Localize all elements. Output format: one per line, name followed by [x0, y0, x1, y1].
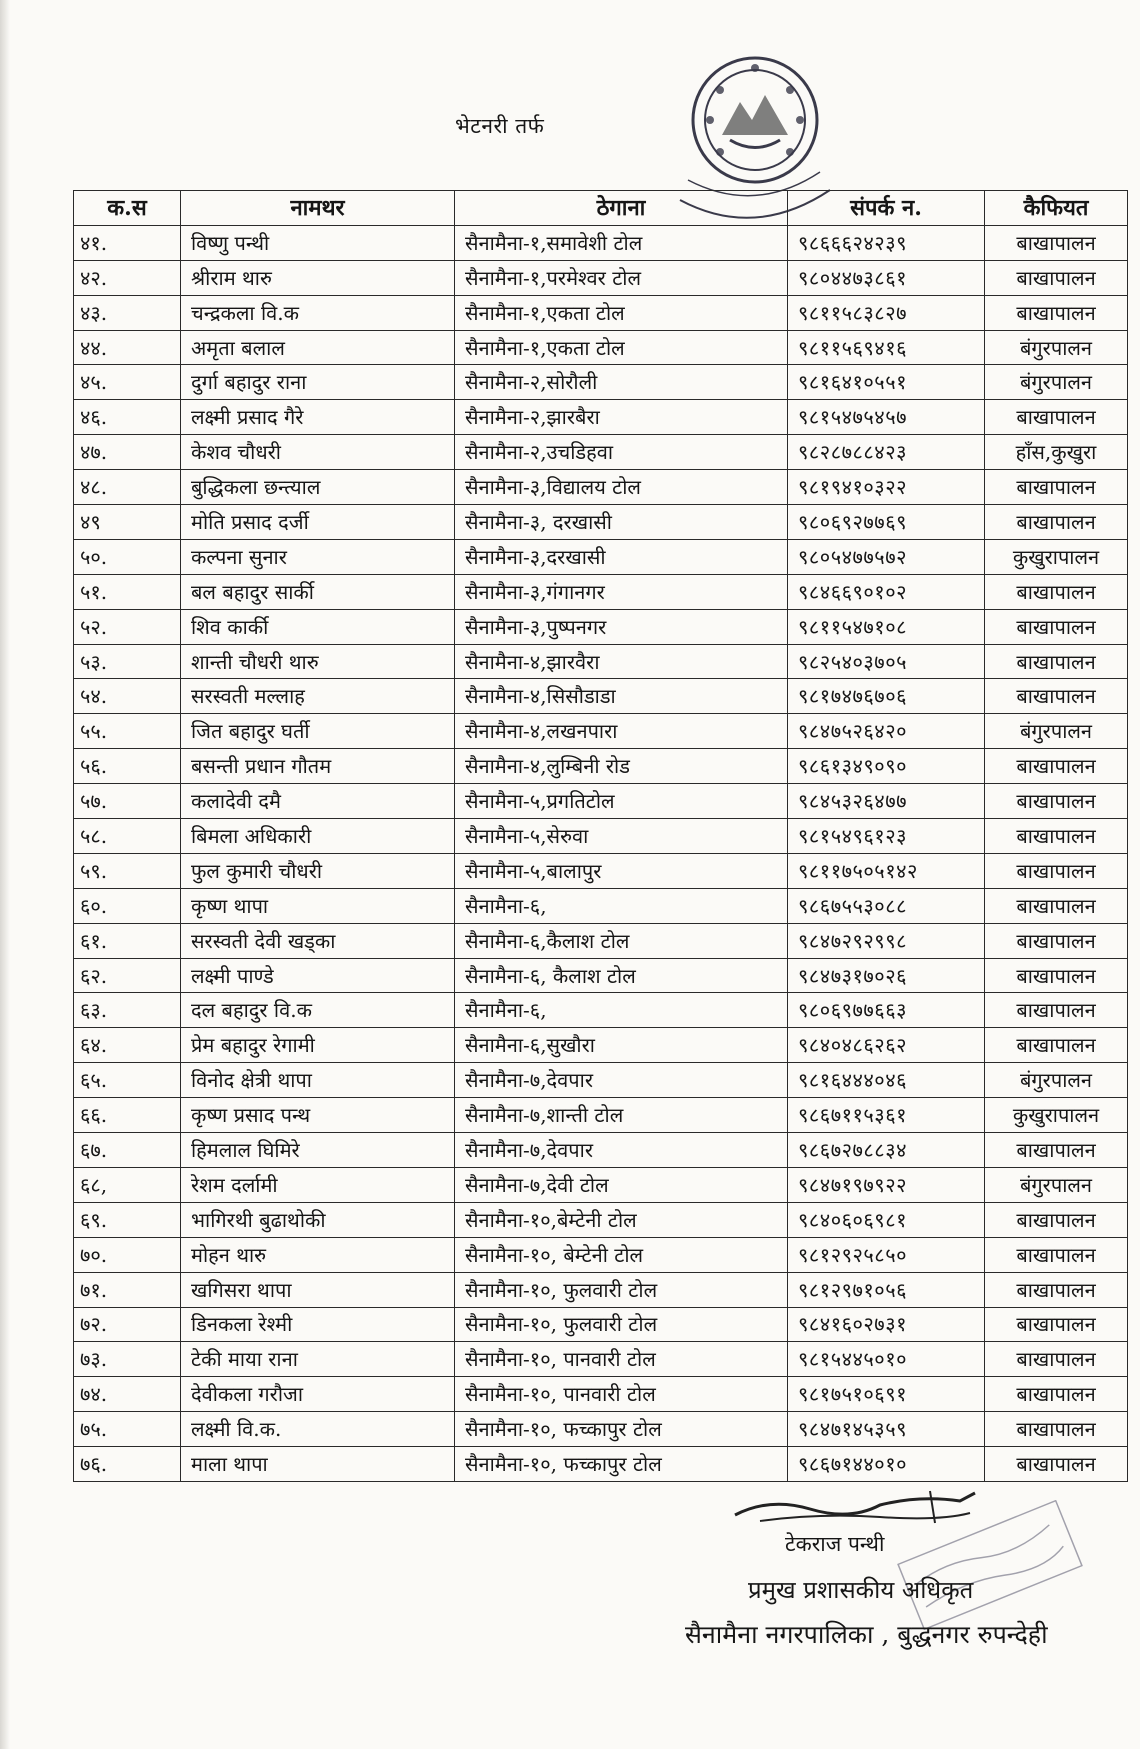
beneficiary-name-cell: बल बहादुर सार्की — [181, 574, 455, 609]
remark-cell: बंगुरपालन — [985, 1063, 1128, 1098]
contact-number-cell: ९८१७४७६७०६ — [788, 679, 985, 714]
address-cell: सैनामैना-१०, फच्कापुर टोल — [455, 1412, 788, 1447]
contact-number-cell: ९८०६९७७६६३ — [788, 993, 985, 1028]
contact-number-cell: ९८१२९२५८५० — [788, 1237, 985, 1272]
remark-cell: बाखापालन — [985, 1028, 1128, 1063]
address-cell: सैनामैना-१०,बेम्टेनी टोल — [455, 1202, 788, 1237]
beneficiary-name-cell: केशव चौधरी — [181, 435, 455, 470]
address-cell: सैनामैना-७,देवपार — [455, 1063, 788, 1098]
contact-number-cell: ९८४७३१७०२६ — [788, 958, 985, 993]
beneficiary-name-cell: बिमला अधिकारी — [181, 819, 455, 854]
remark-cell: बाखापालन — [985, 609, 1128, 644]
remark-cell: बाखापालन — [985, 400, 1128, 435]
serial-number-cell: ४३. — [74, 295, 181, 330]
beneficiary-name-cell: मोति प्रसाद दर्जी — [181, 505, 455, 540]
table-row — [74, 1272, 1128, 1307]
beneficiary-name-cell: दुर्गा बहादुर राना — [181, 365, 455, 400]
table-row — [74, 1447, 1128, 1482]
address-cell: सैनामैना-३,गंगानगर — [455, 574, 788, 609]
address-cell: सैनामैना-१,समावेशी टोल — [455, 225, 788, 260]
address-cell: सैनामैना-१०, फुलवारी टोल — [455, 1272, 788, 1307]
serial-number-cell: ५७. — [74, 784, 181, 819]
serial-number-cell: ६८, — [74, 1167, 181, 1202]
beneficiary-name-cell: चन्द्रकला वि.क — [181, 295, 455, 330]
remark-cell: बंगुरपालन — [985, 714, 1128, 749]
serial-number-cell: ५४. — [74, 679, 181, 714]
remark-cell: बाखापालन — [985, 1342, 1128, 1377]
remark-cell: बाखापालन — [985, 1447, 1128, 1482]
serial-number-cell: ४७. — [74, 435, 181, 470]
beneficiary-name-cell: माला थापा — [181, 1447, 455, 1482]
beneficiary-name-cell: विष्णु पन्थी — [181, 225, 455, 260]
remark-cell: बाखापालन — [985, 819, 1128, 854]
address-cell: सैनामैना-४,लुम्बिनी रोड — [455, 749, 788, 784]
table-row — [74, 260, 1128, 295]
serial-number-cell: ५०. — [74, 539, 181, 574]
address-cell: सैनामैना-६, — [455, 888, 788, 923]
remark-cell: बाखापालन — [985, 1133, 1128, 1168]
table-row — [74, 853, 1128, 888]
table-body — [74, 225, 1128, 1481]
beneficiary-name-cell: लक्ष्मी वि.क. — [181, 1412, 455, 1447]
table-row — [74, 609, 1128, 644]
beneficiary-name-cell: श्रीराम थारु — [181, 260, 455, 295]
remark-cell: बाखापालन — [985, 958, 1128, 993]
remark-cell: बाखापालन — [985, 295, 1128, 330]
table-row — [74, 365, 1128, 400]
beneficiary-name-cell: रेशम दर्लामी — [181, 1167, 455, 1202]
serial-number-cell: ६७. — [74, 1133, 181, 1168]
remark-cell: बाखापालन — [985, 574, 1128, 609]
beneficiary-name-cell: शिव कार्की — [181, 609, 455, 644]
contact-number-cell: ९८१६४४४०४६ — [788, 1063, 985, 1098]
page-edge-shadow — [0, 0, 10, 1749]
contact-number-cell: ९८१५४९६१२३ — [788, 819, 985, 854]
contact-number-cell: ९८१५४७५४५७ — [788, 400, 985, 435]
serial-number-cell: ५२. — [74, 609, 181, 644]
table-row — [74, 644, 1128, 679]
address-cell: सैनामैना-४,झारवैरा — [455, 644, 788, 679]
contact-number-cell: ९८१५४४५०१० — [788, 1342, 985, 1377]
address-cell: सैनामैना-३,विद्यालय टोल — [455, 470, 788, 505]
beneficiary-name-cell: टेकी माया राना — [181, 1342, 455, 1377]
remark-cell: बाखापालन — [985, 260, 1128, 295]
beneficiary-name-cell: कृष्ण थापा — [181, 888, 455, 923]
address-cell: सैनामैना-७,देवपार — [455, 1133, 788, 1168]
table-row — [74, 1377, 1128, 1412]
remark-cell: बाखापालन — [985, 1377, 1128, 1412]
table-row — [74, 1412, 1128, 1447]
remark-cell: बाखापालन — [985, 888, 1128, 923]
contact-number-cell: ९८१७५१०६९१ — [788, 1377, 985, 1412]
remark-cell: बाखापालन — [985, 1272, 1128, 1307]
table-row — [74, 1133, 1128, 1168]
remark-cell: कुखुरापालन — [985, 1098, 1128, 1133]
serial-number-cell: ७०. — [74, 1237, 181, 1272]
serial-number-cell: ५८. — [74, 819, 181, 854]
table-row — [74, 539, 1128, 574]
serial-number-cell: ६४. — [74, 1028, 181, 1063]
remark-cell: बाखापालन — [985, 1307, 1128, 1342]
contact-number-cell: ९८०४४७३८६१ — [788, 260, 985, 295]
address-cell: सैनामैना-१०, फुलवारी टोल — [455, 1307, 788, 1342]
serial-number-cell: ४४. — [74, 330, 181, 365]
contact-number-cell: ९८११५६९४१६ — [788, 330, 985, 365]
address-cell: सैनामैना-७,देवी टोल — [455, 1167, 788, 1202]
contact-number-cell: ९८४०६०६९८१ — [788, 1202, 985, 1237]
address-cell: सैनामैना-४,लखनपारा — [455, 714, 788, 749]
contact-number-cell: ९८११५८३८२७ — [788, 295, 985, 330]
remark-cell: बंगुरपालन — [985, 330, 1128, 365]
serial-number-cell: ७३. — [74, 1342, 181, 1377]
table-row — [74, 958, 1128, 993]
column-header-sn: क.स — [74, 191, 181, 226]
remark-cell: बाखापालन — [985, 923, 1128, 958]
table-row — [74, 993, 1128, 1028]
address-cell: सैनामैना-५,बालापुर — [455, 853, 788, 888]
address-cell: सैनामैना-३,दरखासी — [455, 539, 788, 574]
table-row — [74, 1237, 1128, 1272]
beneficiary-name-cell: सरस्वती देवी खड्का — [181, 923, 455, 958]
table-row — [74, 505, 1128, 540]
column-header-remarks: कैफियत — [985, 191, 1128, 226]
remark-cell: बंगुरपालन — [985, 1167, 1128, 1202]
contact-number-cell: ९८६७५५३०८८ — [788, 888, 985, 923]
serial-number-cell: ४५. — [74, 365, 181, 400]
contact-number-cell: ९८६७२७८८३४ — [788, 1133, 985, 1168]
table-row — [74, 225, 1128, 260]
serial-number-cell: ६६. — [74, 1098, 181, 1133]
beneficiary-name-cell: बुद्धिकला छन्त्याल — [181, 470, 455, 505]
beneficiary-name-cell: अमृता बलाल — [181, 330, 455, 365]
serial-number-cell: ७१. — [74, 1272, 181, 1307]
address-cell: सैनामैना-१०, पानवारी टोल — [455, 1342, 788, 1377]
remark-cell: बाखापालन — [985, 853, 1128, 888]
remark-cell: बाखापालन — [985, 1202, 1128, 1237]
contact-number-cell: ९८६१३४९०९० — [788, 749, 985, 784]
serial-number-cell: ६२. — [74, 958, 181, 993]
signatory-office: सैनामैना नगरपालिका , बुद्धनगर रुपन्देही — [685, 1620, 1048, 1649]
officer-signature-stamp — [890, 1500, 1090, 1630]
table-header-row — [74, 191, 1128, 226]
contact-number-cell: ९८४५३२६४७७ — [788, 784, 985, 819]
beneficiary-name-cell: कृष्ण प्रसाद पन्थ — [181, 1098, 455, 1133]
signatory-name: टेकराज पन्थी — [785, 1532, 885, 1556]
table-row — [74, 923, 1128, 958]
table-row — [74, 679, 1128, 714]
beneficiary-table — [73, 190, 1128, 1482]
beneficiary-name-cell: हिमलाल घिमिरे — [181, 1133, 455, 1168]
remark-cell: बाखापालन — [985, 225, 1128, 260]
beneficiary-name-cell: डिनकला रेश्मी — [181, 1307, 455, 1342]
table-row — [74, 400, 1128, 435]
contact-number-cell: ९८११७५०५१४२ — [788, 853, 985, 888]
address-cell: सैनामैना-३,पुष्पनगर — [455, 609, 788, 644]
serial-number-cell: ४१. — [74, 225, 181, 260]
column-header-contact: संपर्क न. — [788, 191, 985, 226]
remark-cell: बाखापालन — [985, 679, 1128, 714]
remark-cell: बंगुरपालन — [985, 365, 1128, 400]
contact-number-cell: ९८४१६०२७३१ — [788, 1307, 985, 1342]
remark-cell: कुखुरापालन — [985, 539, 1128, 574]
address-cell: सैनामैना-२,झारबैरा — [455, 400, 788, 435]
address-cell: सैनामैना-१,परमेश्वर टोल — [455, 260, 788, 295]
column-header-name: नामथर — [181, 191, 455, 226]
contact-number-cell: ९८१६४१०५५१ — [788, 365, 985, 400]
remark-cell: बाखापालन — [985, 644, 1128, 679]
contact-number-cell: ९८४७२९२९९८ — [788, 923, 985, 958]
contact-number-cell: ९८२५४०३७०५ — [788, 644, 985, 679]
remark-cell: बाखापालन — [985, 749, 1128, 784]
table-row — [74, 295, 1128, 330]
contact-number-cell: ९८१२९७१०५६ — [788, 1272, 985, 1307]
table-row — [74, 574, 1128, 609]
serial-number-cell: ६५. — [74, 1063, 181, 1098]
serial-number-cell: ७२. — [74, 1307, 181, 1342]
remark-cell: बाखापालन — [985, 784, 1128, 819]
table-row — [74, 819, 1128, 854]
beneficiary-name-cell: मोहन थारु — [181, 1237, 455, 1272]
table-row — [74, 1307, 1128, 1342]
beneficiary-name-cell: दल बहादुर वि.क — [181, 993, 455, 1028]
remark-cell: बाखापालन — [985, 1412, 1128, 1447]
address-cell: सैनामैना-१०, बेम्टेनी टोल — [455, 1237, 788, 1272]
serial-number-cell: ४८. — [74, 470, 181, 505]
serial-number-cell: ६०. — [74, 888, 181, 923]
section-heading: भेटनरी तर्फ — [455, 114, 545, 138]
contact-number-cell: ९८४७१९७९२२ — [788, 1167, 985, 1202]
beneficiary-name-cell: फुल कुमारी चौधरी — [181, 853, 455, 888]
beneficiary-name-cell: कल्पना सुनार — [181, 539, 455, 574]
address-cell: सैनामैना-६, कैलाश टोल — [455, 958, 788, 993]
contact-number-cell: ९८०५४७७५७२ — [788, 539, 985, 574]
address-cell: सैनामैना-६,कैलाश टोल — [455, 923, 788, 958]
serial-number-cell: ५५. — [74, 714, 181, 749]
table-row — [74, 714, 1128, 749]
address-cell: सैनामैना-१०, फच्कापुर टोल — [455, 1447, 788, 1482]
contact-number-cell: ९८६६६२४२३९ — [788, 225, 985, 260]
address-cell: सैनामैना-१,एकता टोल — [455, 295, 788, 330]
address-cell: सैनामैना-१,एकता टोल — [455, 330, 788, 365]
contact-number-cell: ९८२८७८८४२३ — [788, 435, 985, 470]
address-cell: सैनामैना-५,प्रगतिटोल — [455, 784, 788, 819]
beneficiary-name-cell: शान्ती चौधरी थारु — [181, 644, 455, 679]
address-cell: सैनामैना-२,उचडिहवा — [455, 435, 788, 470]
table-row — [74, 1028, 1128, 1063]
serial-number-cell: ५१. — [74, 574, 181, 609]
serial-number-cell: ४६. — [74, 400, 181, 435]
address-cell: सैनामैना-५,सेरुवा — [455, 819, 788, 854]
remark-cell: बाखापालन — [985, 1237, 1128, 1272]
table-row — [74, 749, 1128, 784]
contact-number-cell: ९८६७१४४०१० — [788, 1447, 985, 1482]
contact-number-cell: ९८४६६९०१०२ — [788, 574, 985, 609]
address-cell: सैनामैना-७,शान्ती टोल — [455, 1098, 788, 1133]
serial-number-cell: ६३. — [74, 993, 181, 1028]
table-row — [74, 330, 1128, 365]
remark-cell: बाखापालन — [985, 470, 1128, 505]
beneficiary-name-cell: भागिरथी बुढाथोकी — [181, 1202, 455, 1237]
serial-number-cell: ५३. — [74, 644, 181, 679]
table-row — [74, 1167, 1128, 1202]
serial-number-cell: ६९. — [74, 1202, 181, 1237]
remark-cell: हाँस,कुखुरा — [985, 435, 1128, 470]
table-row — [74, 435, 1128, 470]
contact-number-cell: ९८११५४७१०८ — [788, 609, 985, 644]
address-cell: सैनामैना-१०, पानवारी टोल — [455, 1377, 788, 1412]
contact-number-cell: ९८१९४१०३२२ — [788, 470, 985, 505]
serial-number-cell: ५६. — [74, 749, 181, 784]
serial-number-cell: ६१. — [74, 923, 181, 958]
beneficiary-name-cell: सरस्वती मल्लाह — [181, 679, 455, 714]
table-row — [74, 888, 1128, 923]
contact-number-cell: ९८४७१४५३५९ — [788, 1412, 985, 1447]
address-cell: सैनामैना-३, दरखासी — [455, 505, 788, 540]
column-header-address: ठेगाना — [455, 191, 788, 226]
address-cell: सैनामैना-४,सिसौडाडा — [455, 679, 788, 714]
contact-number-cell: ९८४०४८६२६२ — [788, 1028, 985, 1063]
serial-number-cell: ७६. — [74, 1447, 181, 1482]
serial-number-cell: ५९. — [74, 853, 181, 888]
signatory-title: प्रमुख प्रशासकीय अधिकृत — [748, 1576, 974, 1604]
table-row — [74, 1202, 1128, 1237]
beneficiary-name-cell: लक्ष्मी पाण्डे — [181, 958, 455, 993]
beneficiary-name-cell: खगिसरा थापा — [181, 1272, 455, 1307]
serial-number-cell: ४९ — [74, 505, 181, 540]
table-row — [74, 470, 1128, 505]
address-cell: सैनामैना-६, — [455, 993, 788, 1028]
contact-number-cell: ९८०६९२७७६९ — [788, 505, 985, 540]
remark-cell: बाखापालन — [985, 505, 1128, 540]
table-row — [74, 784, 1128, 819]
beneficiary-name-cell: प्रेम बहादुर रेगामी — [181, 1028, 455, 1063]
beneficiary-name-cell: कलादेवी दमै — [181, 784, 455, 819]
table-row — [74, 1098, 1128, 1133]
table-row — [74, 1063, 1128, 1098]
beneficiary-name-cell: जित बहादुर घर्ती — [181, 714, 455, 749]
serial-number-cell: ७४. — [74, 1377, 181, 1412]
beneficiary-name-cell: देवीकला गरौजा — [181, 1377, 455, 1412]
serial-number-cell: ४२. — [74, 260, 181, 295]
beneficiary-name-cell: लक्ष्मी प्रसाद गैरे — [181, 400, 455, 435]
table-row — [74, 1342, 1128, 1377]
serial-number-cell: ७५. — [74, 1412, 181, 1447]
beneficiary-name-cell: विनोद क्षेत्री थापा — [181, 1063, 455, 1098]
address-cell: सैनामैना-६,सुखौरा — [455, 1028, 788, 1063]
address-cell: सैनामैना-२,सोरौली — [455, 365, 788, 400]
beneficiary-name-cell: बसन्ती प्रधान गौतम — [181, 749, 455, 784]
remark-cell: बाखापालन — [985, 993, 1128, 1028]
contact-number-cell: ९८६७११५३६१ — [788, 1098, 985, 1133]
contact-number-cell: ९८४७५२६४२० — [788, 714, 985, 749]
